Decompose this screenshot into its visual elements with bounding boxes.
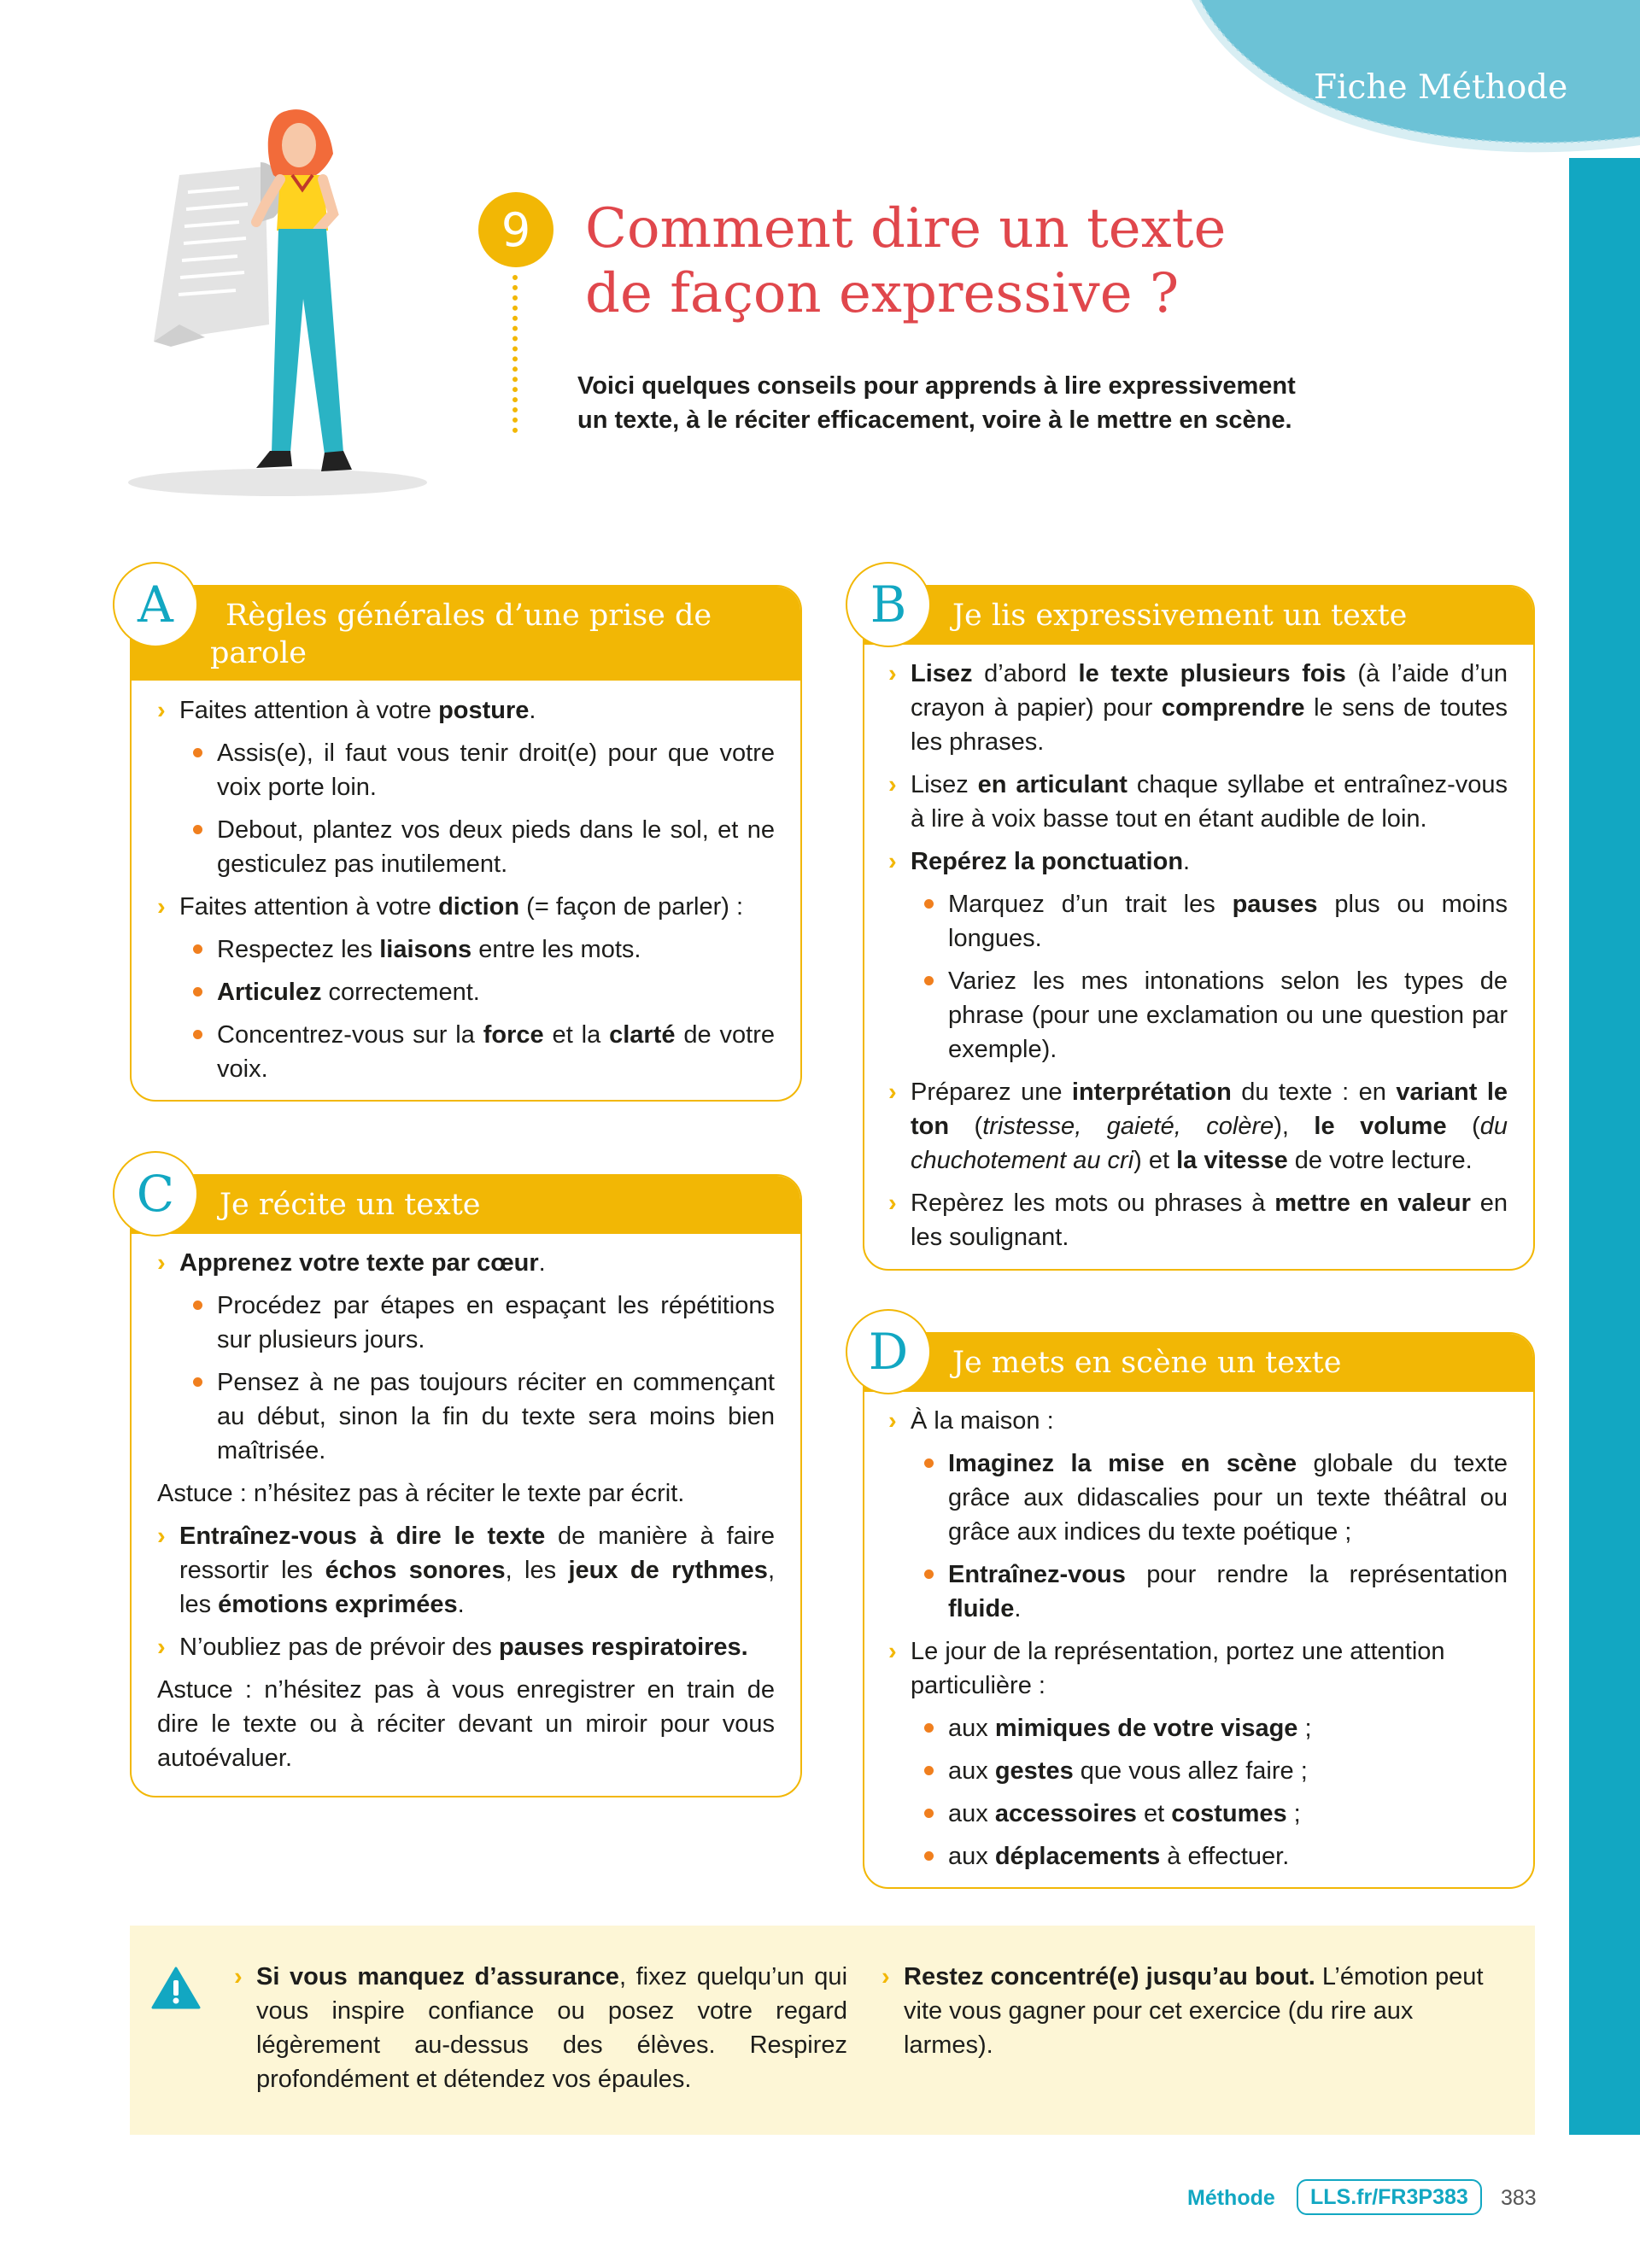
page-title — [585, 196, 1354, 326]
bullet-icon — [924, 1809, 934, 1818]
sub-list-item: Respectez les liaisons entre les mots. — [157, 932, 775, 967]
list-item: › Repérez la ponctuation. — [888, 845, 1508, 879]
chapter-number-badge: 9 — [478, 192, 554, 267]
bullet-icon — [193, 1301, 202, 1310]
tip-text: Astuce : n’hésitez pas à réciter le texte par écrit. — [157, 1480, 685, 1507]
list-item: › Entraînez-vous à dire le texte de manière à faire ressortir les échos sonores, les jeux de rythmes, les émotions exprimées. — [157, 1519, 775, 1622]
section-d-header — [864, 1334, 1533, 1392]
section-a-title-line-1: Règles générales d’une prise de — [226, 599, 712, 633]
list-item: › Le jour de la représentation, portez une attention particulière : — [888, 1634, 1508, 1703]
dotted-divider — [512, 275, 519, 433]
section-a-letter: A — [113, 562, 198, 647]
section-a-card — [130, 585, 802, 1102]
list-item: › Faites attention à votre diction (= façon de parler) : — [157, 890, 775, 924]
bullet-icon — [193, 987, 202, 997]
warning-triangle-icon — [151, 1967, 201, 2009]
fiche-label: Fiche Méthode — [1314, 68, 1568, 107]
list-item: › Lisez d’abord le texte plusieurs fois (à l’aide d’un crayon à papier) pour comprendre le sens de toutes les phrases. — [888, 657, 1508, 759]
sub-list-item: aux gestes que vous allez faire ; — [888, 1754, 1508, 1788]
bullet-icon — [924, 1766, 934, 1775]
title-line-1: Comment dire un texte — [585, 197, 1227, 260]
chevron-right-icon: › — [888, 1190, 897, 1217]
list-item: › À la maison : — [888, 1404, 1508, 1438]
title-line-2: de façon expressive ? — [585, 262, 1180, 325]
woman-reading-scroll-illustration — [120, 94, 444, 504]
side-stripe — [1569, 158, 1640, 2135]
sub-list-item: Variez les mes intonations selon les types de phrase (pour une exclamation ou une question par exemple). — [888, 964, 1508, 1067]
list-item: › Préparez une interprétation du texte : en variant le ton (tristesse, gaieté, colère), le volume (du chuchotement au cri) et la vitesse de votre lecture. — [888, 1075, 1508, 1178]
list-item: › Faites attention à votre posture. — [157, 693, 775, 728]
intro-line-1: Voici quelques conseils pour apprends à lire expressivement — [577, 372, 1296, 400]
bullet-icon — [193, 1377, 202, 1387]
sub-list-item: aux accessoires et costumes ; — [888, 1797, 1508, 1831]
list-item: › Apprenez votre texte par cœur. — [157, 1246, 775, 1280]
section-c-title: Je récite un texte — [220, 1188, 481, 1222]
section-a-title-line-2: parole — [210, 636, 307, 670]
bullet-icon — [924, 1851, 934, 1861]
sub-list-item: Pensez à ne pas toujours réciter en commençant au début, sinon la fin du texte sera moins bien maîtrisée. — [157, 1365, 775, 1468]
sub-list-item: Assis(e), il faut vous tenir droit(e) pour que votre voix porte loin. — [157, 736, 775, 804]
sub-list-item: Procédez par étapes en espaçant les répétitions sur plusieurs jours. — [157, 1289, 775, 1357]
chevron-right-icon: › — [157, 1249, 166, 1277]
sub-list-item: Debout, plantez vos deux pieds dans le sol, et ne gesticulez pas inutilement. — [157, 813, 775, 881]
bullet-icon — [193, 748, 202, 757]
warning-text-right: › Restez concentré(e) jusqu’au bout. L’émotion peut vite vous gagner pour cet exercice (du rire aux larmes). — [882, 1960, 1496, 2062]
section-b-letter: B — [846, 562, 931, 647]
section-b-title: Je lis expressivement un texte — [952, 599, 1408, 633]
section-c-body — [132, 1246, 800, 1784]
warning-box — [130, 1926, 1535, 2135]
sub-list-item: Entraînez-vous pour rendre la représentation fluide. — [888, 1558, 1508, 1626]
sub-list-item: aux mimiques de votre visage ; — [888, 1711, 1508, 1745]
chevron-right-icon: › — [888, 848, 897, 875]
chevron-right-icon: › — [234, 1963, 243, 1990]
sub-list-item: Concentrez-vous sur la force et la clarté de votre voix. — [157, 1018, 775, 1086]
bullet-icon — [924, 1458, 934, 1468]
section-a-header — [132, 587, 800, 681]
intro-line-2: un texte, à le réciter efficacement, voire à le mettre en scène. — [577, 406, 1292, 434]
chevron-right-icon: › — [888, 771, 897, 798]
bullet-icon — [924, 899, 934, 909]
chevron-right-icon: › — [888, 660, 897, 687]
section-d-letter: D — [846, 1309, 931, 1394]
sub-list-item: Marquez d’un trait les pauses plus ou moins longues. — [888, 887, 1508, 956]
sub-list-item: aux déplacements à effectuer. — [888, 1839, 1508, 1873]
footer-link[interactable]: LLS.fr/FR3P383 — [1297, 2179, 1482, 2215]
bullet-icon — [193, 1030, 202, 1039]
footer-section-label: Méthode — [1187, 2186, 1275, 2210]
section-d-body — [864, 1404, 1533, 1882]
chevron-right-icon: › — [888, 1078, 897, 1106]
bullet-icon — [193, 944, 202, 954]
page-number: 383 — [1501, 2186, 1537, 2210]
bullet-icon — [924, 1723, 934, 1733]
chevron-right-icon: › — [888, 1638, 897, 1665]
chevron-right-icon: › — [888, 1407, 897, 1435]
section-b-body — [864, 657, 1533, 1263]
chevron-right-icon: › — [157, 1634, 166, 1661]
section-a-body — [132, 693, 800, 1095]
section-d-title: Je mets en scène un texte — [952, 1346, 1342, 1380]
section-b-card — [863, 585, 1535, 1271]
chevron-right-icon: › — [882, 1963, 890, 1990]
list-item: › Lisez en articulant chaque syllabe et entraînez-vous à lire à voix basse tout en étant audible de loin. — [888, 768, 1508, 836]
section-b-header — [864, 587, 1533, 645]
chevron-right-icon: › — [157, 697, 166, 724]
section-c-card — [130, 1174, 802, 1797]
section-c-letter: C — [113, 1151, 198, 1236]
list-item: › Repèrez les mots ou phrases à mettre en valeur en les soulignant. — [888, 1186, 1508, 1254]
warning-text-left: › Si vous manquez d’assurance, fixez quelqu’un qui vous inspire confiance ou posez votre regard légèrement au-dessus des élèves. Respirez profondément et détendez vos épaules. — [234, 1960, 847, 2096]
bullet-icon — [924, 976, 934, 985]
tip-text: Astuce : n’hésitez pas à vous enregistrer en train de dire le texte ou à réciter devant un miroir pour vous autoévaluer. — [157, 1676, 775, 1772]
bullet-icon — [193, 825, 202, 834]
chevron-right-icon: › — [157, 1523, 166, 1550]
sub-list-item: Articulez correctement. — [157, 975, 775, 1009]
chevron-right-icon: › — [157, 893, 166, 921]
bullet-icon — [924, 1569, 934, 1579]
section-d-card — [863, 1332, 1535, 1889]
intro-text — [577, 369, 1329, 437]
section-c-header — [132, 1176, 800, 1234]
sub-list-item: Imaginez la mise en scène globale du texte grâce aux didascalies pour un texte théâtral ou grâce aux indices du texte poétique ; — [888, 1447, 1508, 1549]
list-item: › N’oubliez pas de prévoir des pauses respiratoires. — [157, 1630, 775, 1664]
